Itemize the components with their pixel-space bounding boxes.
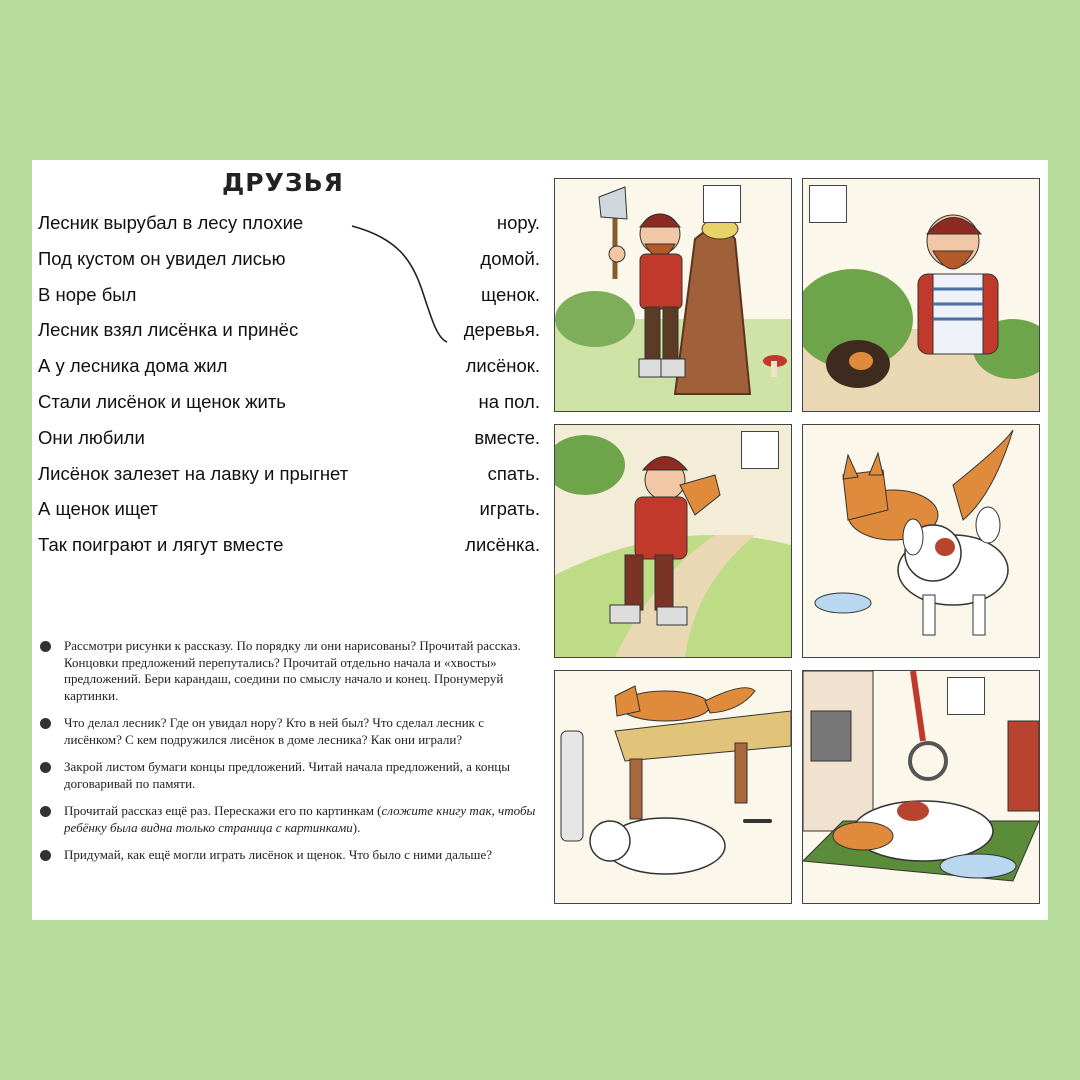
sentence-start: Лисёнок залезет на лавку и прыгнет [38, 462, 349, 484]
sentence-row [32, 498, 544, 534]
sentence-start: Лесник вырубал в лесу плохие [38, 212, 304, 233]
sentence-end: на пол. [478, 390, 540, 412]
bullet-icon [40, 850, 51, 861]
sentence-start: В норе был [38, 283, 137, 305]
sentence-start: А у лесника дома жил [38, 355, 228, 377]
picture-fox-and-puppy [802, 424, 1040, 658]
bullet-icon [40, 718, 51, 729]
sentence-row [32, 248, 544, 284]
sentence-end: деревья. [463, 319, 540, 341]
sentence-row [32, 427, 544, 463]
page-title: ДРУЗЬЯ [222, 168, 344, 197]
sentence-row [32, 284, 544, 320]
picture-fox-on-bench [554, 670, 792, 904]
sentence-end: спать. [487, 462, 540, 484]
bullet-icon [40, 762, 51, 773]
sentence-start: Так поиграют и лягут вместе [38, 534, 284, 556]
picture-forester-carries-fox [554, 424, 792, 658]
picture-forester-chopping [554, 178, 792, 412]
sentence-start: Они любили [38, 426, 145, 448]
story-sentences [32, 212, 544, 570]
sentence-row [32, 212, 544, 248]
sentence-end: вместе. [474, 426, 540, 448]
sentence-end: лисёнка. [465, 534, 540, 556]
picture-sleeping-together [802, 670, 1040, 904]
sentence-start: А щенок ищет [38, 498, 159, 520]
sentence-start: Лесник взял лисёнка и принёс [38, 319, 299, 341]
number-box[interactable] [703, 185, 741, 223]
sentence-end: щенок. [480, 283, 540, 305]
sentence-row [32, 463, 544, 499]
bullet-icon [40, 641, 51, 652]
sentence-end: играть. [479, 498, 540, 520]
sentence-row [32, 391, 544, 427]
number-box[interactable] [741, 431, 779, 469]
sentence-row [32, 319, 544, 355]
task-text: Закрой листом бумаги концы предложений. Читай начала предложений, а концы договаривай по памяти. [64, 759, 510, 791]
task-item [38, 803, 544, 836]
task-text: Что делал лесник? Где он увидал нору? Кто в ней был? Что сделал лесник с лисёнком? С кем подружился лисёнок в доме лесника? Как они играли? [64, 715, 485, 747]
sentence-row [32, 355, 544, 391]
number-box[interactable] [947, 677, 985, 715]
sentence-end: нору. [496, 212, 540, 233]
task-item [38, 638, 544, 704]
sentence-row [32, 534, 544, 570]
task-item [38, 715, 544, 748]
task-text: Рассмотри рисунки к рассказу. По порядку ли они нарисованы? Прочитай рассказ. Концовки предложений перепутались? Прочитай отдельно начала и «хвосты» предложений. Бери карандаш, соедини по смыслу начало и конец. Пронумеруй картинки. [64, 638, 521, 703]
task-item [38, 847, 544, 864]
number-box[interactable] [809, 185, 847, 223]
sentence-start: Под кустом он увидел лисью [38, 247, 286, 269]
task-item [38, 759, 544, 792]
task-list [38, 638, 544, 875]
worksheet-page [32, 160, 1048, 920]
bullet-icon [40, 806, 51, 817]
sentence-end: лисёнок. [465, 355, 540, 377]
sentence-start: Стали лисёнок и щенок жить [38, 390, 286, 412]
task-text-tail: ). [352, 819, 361, 835]
sentence-end: домой. [480, 247, 540, 269]
task-note: сложите книгу так, чтобы ребёнку была видна только страница с картинками [64, 803, 536, 835]
picture-forester-burrow [802, 178, 1040, 412]
connector-line [342, 220, 452, 350]
task-text: Придумай, как ещё могли играть лисёнок и щенок. Что было с ними дальше? [64, 847, 492, 862]
task-text: Прочитай рассказ ещё раз. Перескажи его по картинкам ( [64, 803, 382, 818]
